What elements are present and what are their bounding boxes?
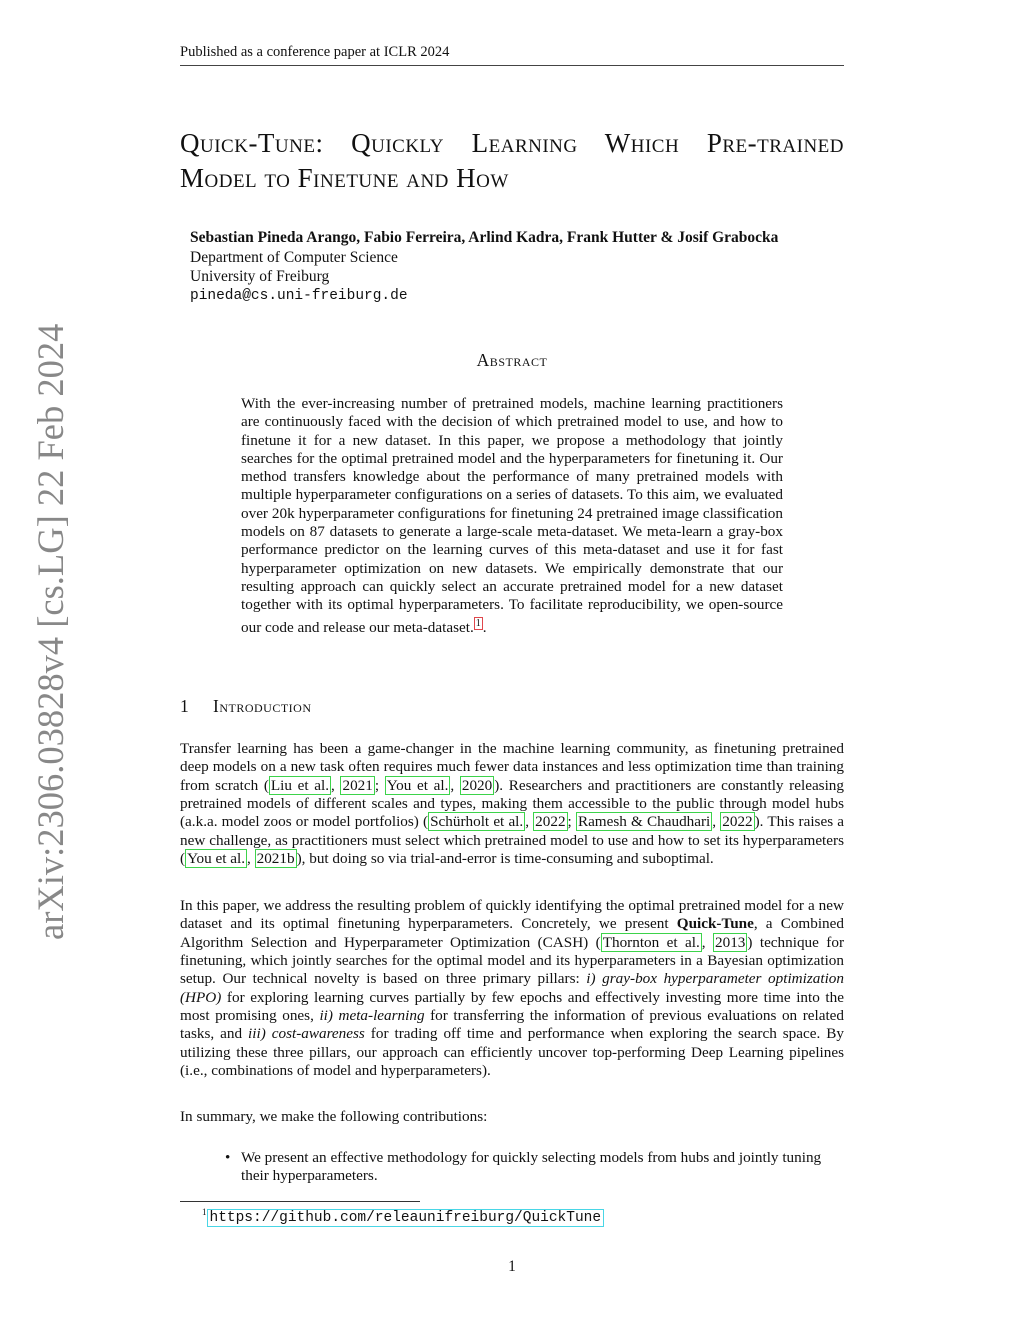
- paper-title: Quick-Tune: Quickly Learning Which Pre-trained Model to Finetune and How: [180, 128, 844, 193]
- text-run: , a Combined Algorithm Selection and Hyperparameter Optimization (CASH) (: [180, 915, 844, 951]
- citation-link[interactable]: Thornton et al.: [602, 933, 700, 951]
- author-email[interactable]: pineda@cs.uni-freiburg.de: [190, 287, 408, 304]
- text-run: ;: [567, 813, 576, 831]
- author-university: University of Freiburg: [190, 268, 330, 286]
- arxiv-sidebar-stamp: arXiv:2306.03828v4 [cs.LG] 22 Feb 2024: [30, 323, 71, 940]
- text-run: ) technique for finetuning, which jointly searches for the optimal model and its hyperparameters in a Bayesian optimization setup. Our technical novelty is based on three primary pillars:: [180, 933, 845, 988]
- footnote-mark: 1: [202, 1207, 207, 1217]
- text-run: In this paper, we address the resulting problem of quickly identifying the optimal pretrained model for a new dataset and its optimal finetuning hyperparameters. Concretely, we present: [180, 897, 844, 933]
- citation-link[interactable]: You et al.: [386, 776, 449, 794]
- footnote: [202, 1207, 604, 1226]
- text-run: for exploring learning curves partially by few epochs and effectively investing more time into the most promising ones,: [180, 988, 844, 1025]
- method-name: Quick-Tune: [676, 915, 754, 933]
- author-block: [190, 228, 850, 306]
- pillar-3: iii) cost-awareness: [248, 1025, 365, 1043]
- text-run: Transfer learning has been a game-changer in the machine learning community, as finetuning pretrained deep models on a new task often requires much fewer data instances and less optimization time than training from scratch (: [180, 740, 844, 794]
- citation-link[interactable]: Schürholt et al.: [430, 813, 524, 831]
- citation-link[interactable]: Ramesh & Chaudhari: [577, 813, 711, 831]
- abstract-text: With the ever-increasing number of pretrained models, machine learning practitioners are continuously faced with the decision of which pretrained model to use, and how to finetune it for a new dataset. In this paper, we propose a methodology that jointly searches for the optimal pretrained model and the hyperparameters for finetuning it. Our method transfers knowledge about the performance of many pretrained models with multiple hyperparameter configurations on a series of datasets. To this aim, we evaluated over 20k hyperparameter configurations for finetuning 24 pretrained image classification models on 87 datasets to generate a large-scale meta-dataset. We meta-learn a gray-box performance predictor on the learning curves of this meta-dataset and use it for fast hyperparameter optimization on new datasets. We empirically demonstrate that our resulting approach can quickly select an accurate pretrained model for a new dataset together with its optimal hyperparameters. To facilitate reproducibility, we open-source our code and release our meta-dataset. $^1$ .: [241, 395, 783, 636]
- text-run: for transferring the information of previous evaluations on related tasks, and: [180, 1007, 845, 1043]
- text-run: ;: [374, 776, 385, 794]
- running-header: Published as a conference paper at ICLR 2024: [180, 44, 844, 66]
- section-number: 1: [180, 696, 190, 716]
- intro-paragraph-2: In this paper, we address the resulting problem of quickly identifying the optimal pretrained model for a new dataset and its optimal finetuning hyperparameters. Concretely, we present Quick-Tune, a Combined Algorithm Selection and Hyperparameter Optimization (CASH) ( Thornton et al. , 2013 ) technique for finetuning, which jointly searches for the optimal model and its hyperparameters in a Bayesian optimization setup. Our technical novelty is based on three primary pillars: i) gray-box hyperparameter optimization (HPO) for exploring learning curves partially by few epochs and effectively investing more time into the most promising ones, ii) meta-learning for transferring the information of previous evaluations on related tasks, and iii) cost-awareness for trading off time and performance when exploring the search space. By utilizing these three pillars, our approach can efficiently uncover top-performing Deep Learning pipelines (i.e., combinations of model and hyperparameters).: [180, 897, 845, 1080]
- abstract-body: With the ever-increasing number of pretrained models, machine learning practitioners are continuously faced with the decision of which pretrained model to use, and how to finetune it for a new dataset. In this paper, we propose a methodology that jointly searches for the optimal pretrained model and the hyperparameters for finetuning it. Our method transfers knowledge about the performance of many pretrained models with multiple hyperparameter configurations on a series of datasets. To this aim, we evaluated over 20k hyperparameter configurations for finetuning 24 pretrained image classification models on 87 datasets to generate a large-scale meta-dataset. We meta-learn a gray-box performance predictor on the learning curves of this meta-dataset and use it for fast hyperparameter optimization on new datasets. We empirically demonstrate that our resulting approach can quickly select an accurate pretrained model for a new dataset together with its optimal hyperparameters. To facilitate reproducibility, we open-source our code and release our meta-dataset.: [241, 395, 783, 636]
- citation-link[interactable]: 2020: [461, 776, 493, 794]
- section-heading-introduction: [180, 696, 844, 717]
- citation-link[interactable]: 2022: [535, 813, 566, 831]
- citation-link[interactable]: 2013: [715, 933, 746, 951]
- page-number: 1: [508, 1258, 516, 1275]
- footnote-link-1[interactable]: 1: [475, 617, 481, 629]
- text-run: ), but doing so via trial-and-error is time-consuming and suboptimal.: [296, 850, 714, 868]
- citation-link[interactable]: You et al.: [187, 850, 246, 868]
- contribution-bullet: [225, 1149, 845, 1186]
- pillar-1: i) gray-box hyperparameter optimization (HPO): [180, 970, 844, 1006]
- bullet-icon: •: [225, 1149, 231, 1166]
- citation-link[interactable]: 2022: [722, 813, 753, 831]
- citation-link[interactable]: 2021: [342, 776, 373, 794]
- bullet-text: We present an effective methodology for quickly selecting models from hubs and jointly tuning their hyperparameters.: [241, 1149, 822, 1185]
- intro-paragraph-3: In summary, we make the following contributions:: [180, 1108, 488, 1125]
- footnote-divider: [180, 1201, 420, 1202]
- intro-paragraph-1: Transfer learning has been a game-changer in the machine learning community, as finetuning pretrained deep models on a new task often requires much fewer data instances and less optimization time than training from scratch ( Liu et al. , 2021 ; You et al. , 2020 ). Researchers and practitioners are constantly releasing pretrained models of different scales and types, making them accessible to the public through model hubs (a.k.a. model zoos or model portfolios) ( Schürholt et al. , 2022 ; Ramesh & Chaudhari , 2022 ). This raises a new challenge, as practitioners must select which pretrained model to use and how to set its hyperparameters ( You et al. , 2021b ), but doing so via trial-and-error is time-consuming and suboptimal.: [180, 740, 845, 868]
- section-title: Introduction: [213, 696, 312, 716]
- abstract-heading: Abstract: [476, 350, 548, 370]
- citation-link[interactable]: Liu et al.: [270, 776, 330, 794]
- author-department: Department of Computer Science: [190, 248, 398, 266]
- text-run: ). This raises a new challenge, as practitioners must select which pretrained model to use and how to set its hyperparameters (: [180, 813, 845, 868]
- footnote-url-link[interactable]: https://github.com/releaunifreiburg/QuickTune: [207, 1209, 605, 1227]
- citation-link[interactable]: 2021b: [256, 850, 295, 868]
- pillar-2: ii) meta-learning: [319, 1007, 425, 1025]
- text-run: for trading off time and performance when exploring the search space. By utilizing these three pillars, our approach can efficiently uncover top-performing Deep Learning pipelines (i.e., combinations of model and hyperparameters).: [180, 1025, 844, 1080]
- author-names: Sebastian Pineda Arango, Fabio Ferreira, Arlind Kadra, Frank Hutter & Josif Grabocka: [190, 229, 779, 246]
- text-run: ). Researchers and practitioners are constantly releasing pretrained models of different scales and types, making them accessible to the public through model hubs (a.k.a. model zoos or model portfolios) (: [180, 776, 844, 831]
